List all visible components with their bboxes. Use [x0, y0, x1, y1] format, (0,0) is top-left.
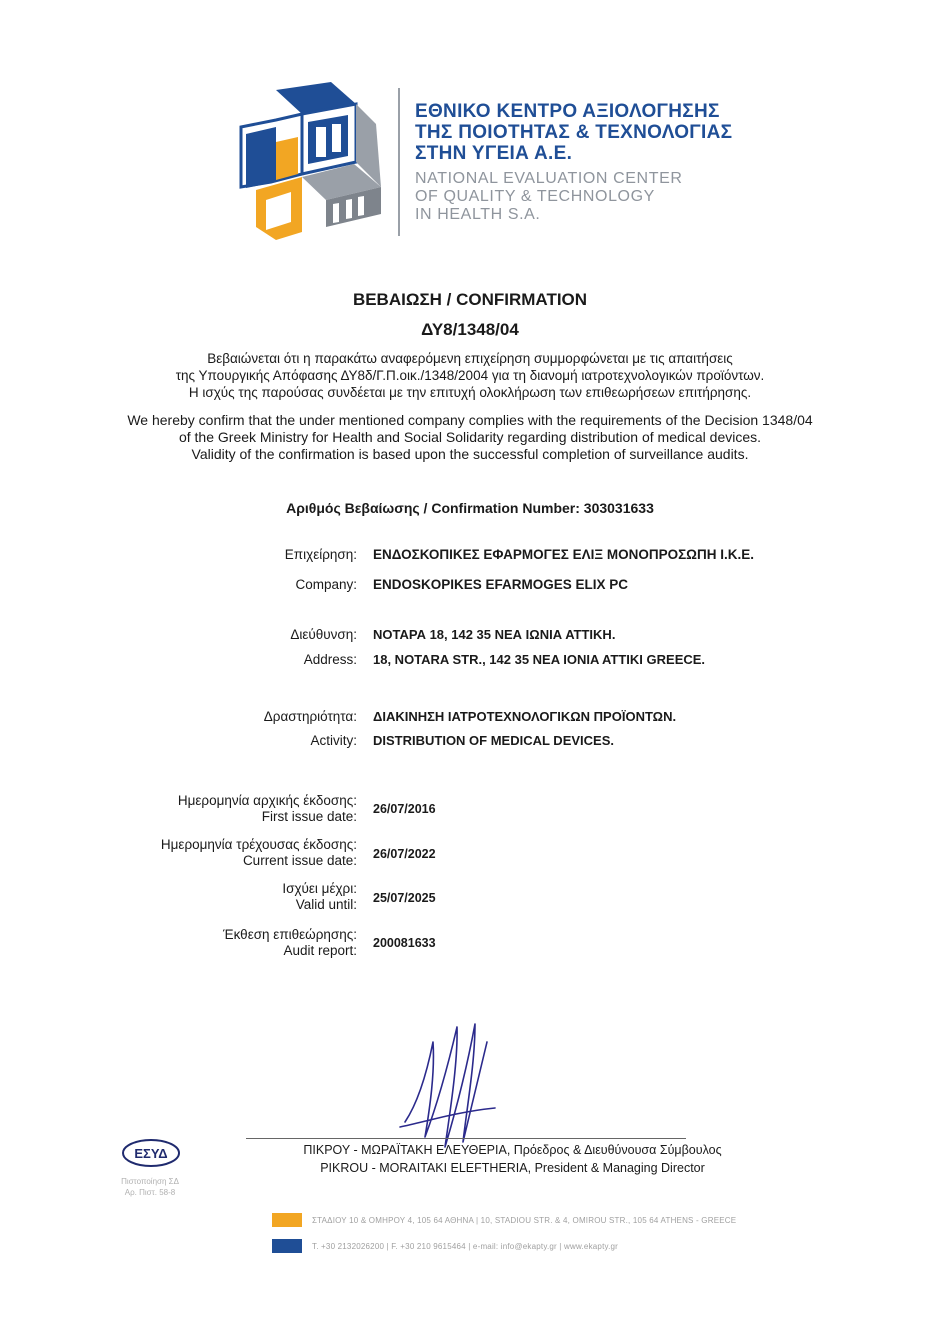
esyd-logo-icon — [120, 1137, 182, 1169]
valid-until-label-gr: Ισχύει μέχρι: — [282, 881, 357, 896]
document-title: ΒΕΒΑΙΩΣΗ / CONFIRMATION — [352, 290, 588, 309]
org-name-greek-line: ΤΗΣ ΠΟΙΟΤΗΤΑΣ & ΤΕΧΝΟΛΟΓΙΑΣ — [415, 122, 733, 143]
org-name-english-line: IN HEALTH S.A. — [415, 206, 541, 223]
signatory-greek: ΠΙΚΡΟΥ - ΜΩΡΑΪΤΑΚΗ ΕΛΕΥΘΕΡΙΑ, Πρόεδρος & Διευθύνουσα Σύμβουλος — [303, 1143, 722, 1157]
current-issue-value: 26/07/2022 — [373, 847, 436, 861]
valid-until-label-en: Valid until: — [295, 897, 357, 912]
company-value-en: ENDOSKOPIKES EFARMOGES ELIX PC — [373, 577, 629, 592]
current-issue-label-en: Current issue date: — [242, 853, 357, 868]
org-name-greek-line: ΕΘΝΙΚΟ ΚΕΝΤΡΟ ΑΞΙΟΛΟΓΗΣΗΣ — [415, 101, 720, 122]
confirmation-number: Αριθμός Βεβαίωσης / Confirmation Number: 303031633 — [286, 500, 654, 516]
company-value-gr: ΕΝΔΟΣΚΟΠΙΚΕΣ ΕΦΑΡΜΟΓΕΣ ΕΛΙΞ ΜΟΝΟΠΡΟΣΩΠΗ Ι.Κ.Ε. — [373, 547, 755, 562]
org-name-greek — [415, 101, 732, 164]
esyd-logo-text: ΕΣΥΔ — [134, 1146, 168, 1161]
audit-value: 200081633 — [373, 936, 436, 950]
first-issue-label-en: First issue date: — [261, 809, 357, 824]
signature-line — [246, 1138, 686, 1139]
activity-value-gr: ΔΙΑΚΙΝΗΣΗ ΙΑΤΡΟΤΕΧΝΟΛΟΓΙΚΩΝ ΠΡΟΪΟΝΤΩΝ. — [373, 709, 677, 724]
footer-blue-bar — [272, 1239, 302, 1253]
statement-line: Βεβαιώνεται ότι η παρακάτω αναφερόμενη επιχείρηση συμμορφώνεται με τις απαιτήσεις — [207, 351, 733, 366]
accreditation-line2: Αρ. Πιστ. 58-8 — [124, 1188, 176, 1197]
org-name-english — [415, 170, 683, 224]
statement-english — [0, 412, 940, 463]
address-label-gr: Διεύθυνση: — [290, 627, 357, 642]
org-name-english-line: NATIONAL EVALUATION CENTER — [415, 170, 683, 187]
org-name-greek-line: ΣΤΗΝ ΥΓΕΙΑ Α.Ε. — [415, 143, 573, 164]
document-code: ΔΥ8/1348/04 — [421, 320, 519, 339]
statement-greek — [0, 350, 940, 401]
address-value-gr: ΝΟΤΑΡΑ 18, 142 35 ΝΕΑ ΙΩΝΙΑ ΑΤΤΙΚΗ. — [373, 627, 616, 642]
first-issue-label-gr: Ημερομηνία αρχικής έκδοσης: — [177, 793, 357, 808]
first-issue-value: 26/07/2016 — [373, 802, 436, 816]
company-label-gr: Επιχείρηση: — [284, 547, 357, 562]
audit-label-gr: Έκθεση επιθεώρησης: — [223, 927, 357, 942]
footer-contact: T. +30 2132026200 | F. +30 210 9615464 | e-mail: info@ekapty.gr | www.ekapty.gr — [312, 1242, 619, 1251]
org-name-english-line: OF QUALITY & TECHNOLOGY — [415, 188, 655, 205]
address-label-en: Address: — [303, 652, 357, 667]
current-issue-label-gr: Ημερομηνία τρέχουσας έκδοσης: — [160, 837, 357, 852]
valid-until-value: 25/07/2025 — [373, 891, 436, 905]
activity-label-en: Activity: — [310, 733, 357, 748]
ekapty-logo-icon — [236, 82, 386, 240]
activity-value-en: DISTRIBUTION OF MEDICAL DEVICES. — [373, 733, 614, 748]
address-value-en: 18, NOTARA STR., 142 35 NEA IONIA ATTIKI GREECE. — [373, 652, 706, 667]
footer-address: ΣΤΑΔΙΟΥ 10 & ΟΜΗΡΟΥ 4, 105 64 ΑΘΗΝΑ | 10, STADIOU STR. & 4, OMIROU STR., 105 64 ATHENS - GREECE — [312, 1216, 737, 1225]
company-label-en: Company: — [295, 577, 357, 592]
signature-icon — [395, 1012, 505, 1162]
accreditation-line1: Πιστοποίηση ΣΔ — [121, 1177, 179, 1186]
statement-line: Validity of the confirmation is based upon the successful completion of surveillance audits. — [191, 446, 749, 462]
statement-line: We hereby confirm that the under mentioned company complies with the requirements of the Decision 1348/04 — [127, 412, 813, 428]
activity-label-gr: Δραστηριότητα: — [263, 709, 357, 724]
signatory-english: PIKROU - MORAITAKI ELEFTHERIA, President & Managing Director — [320, 1161, 705, 1175]
footer-orange-bar — [272, 1213, 302, 1227]
statement-line: of the Greek Ministry for Health and Social Solidarity regarding distribution of medical devices. — [178, 429, 762, 445]
audit-label-en: Audit report: — [283, 943, 357, 958]
logo-divider — [398, 88, 400, 236]
statement-line: Η ισχύς της παρούσας συνδέεται με την επιτυχή ολοκλήρωση των επιθεωρήσεων επιτήρησης. — [188, 385, 752, 400]
statement-line: της Υπουργικής Απόφασης ΔΥ8δ/Γ.Π.οικ./1348/2004 για τη διανομή ιατροτεχνολογικών προϊόντων. — [175, 368, 765, 383]
